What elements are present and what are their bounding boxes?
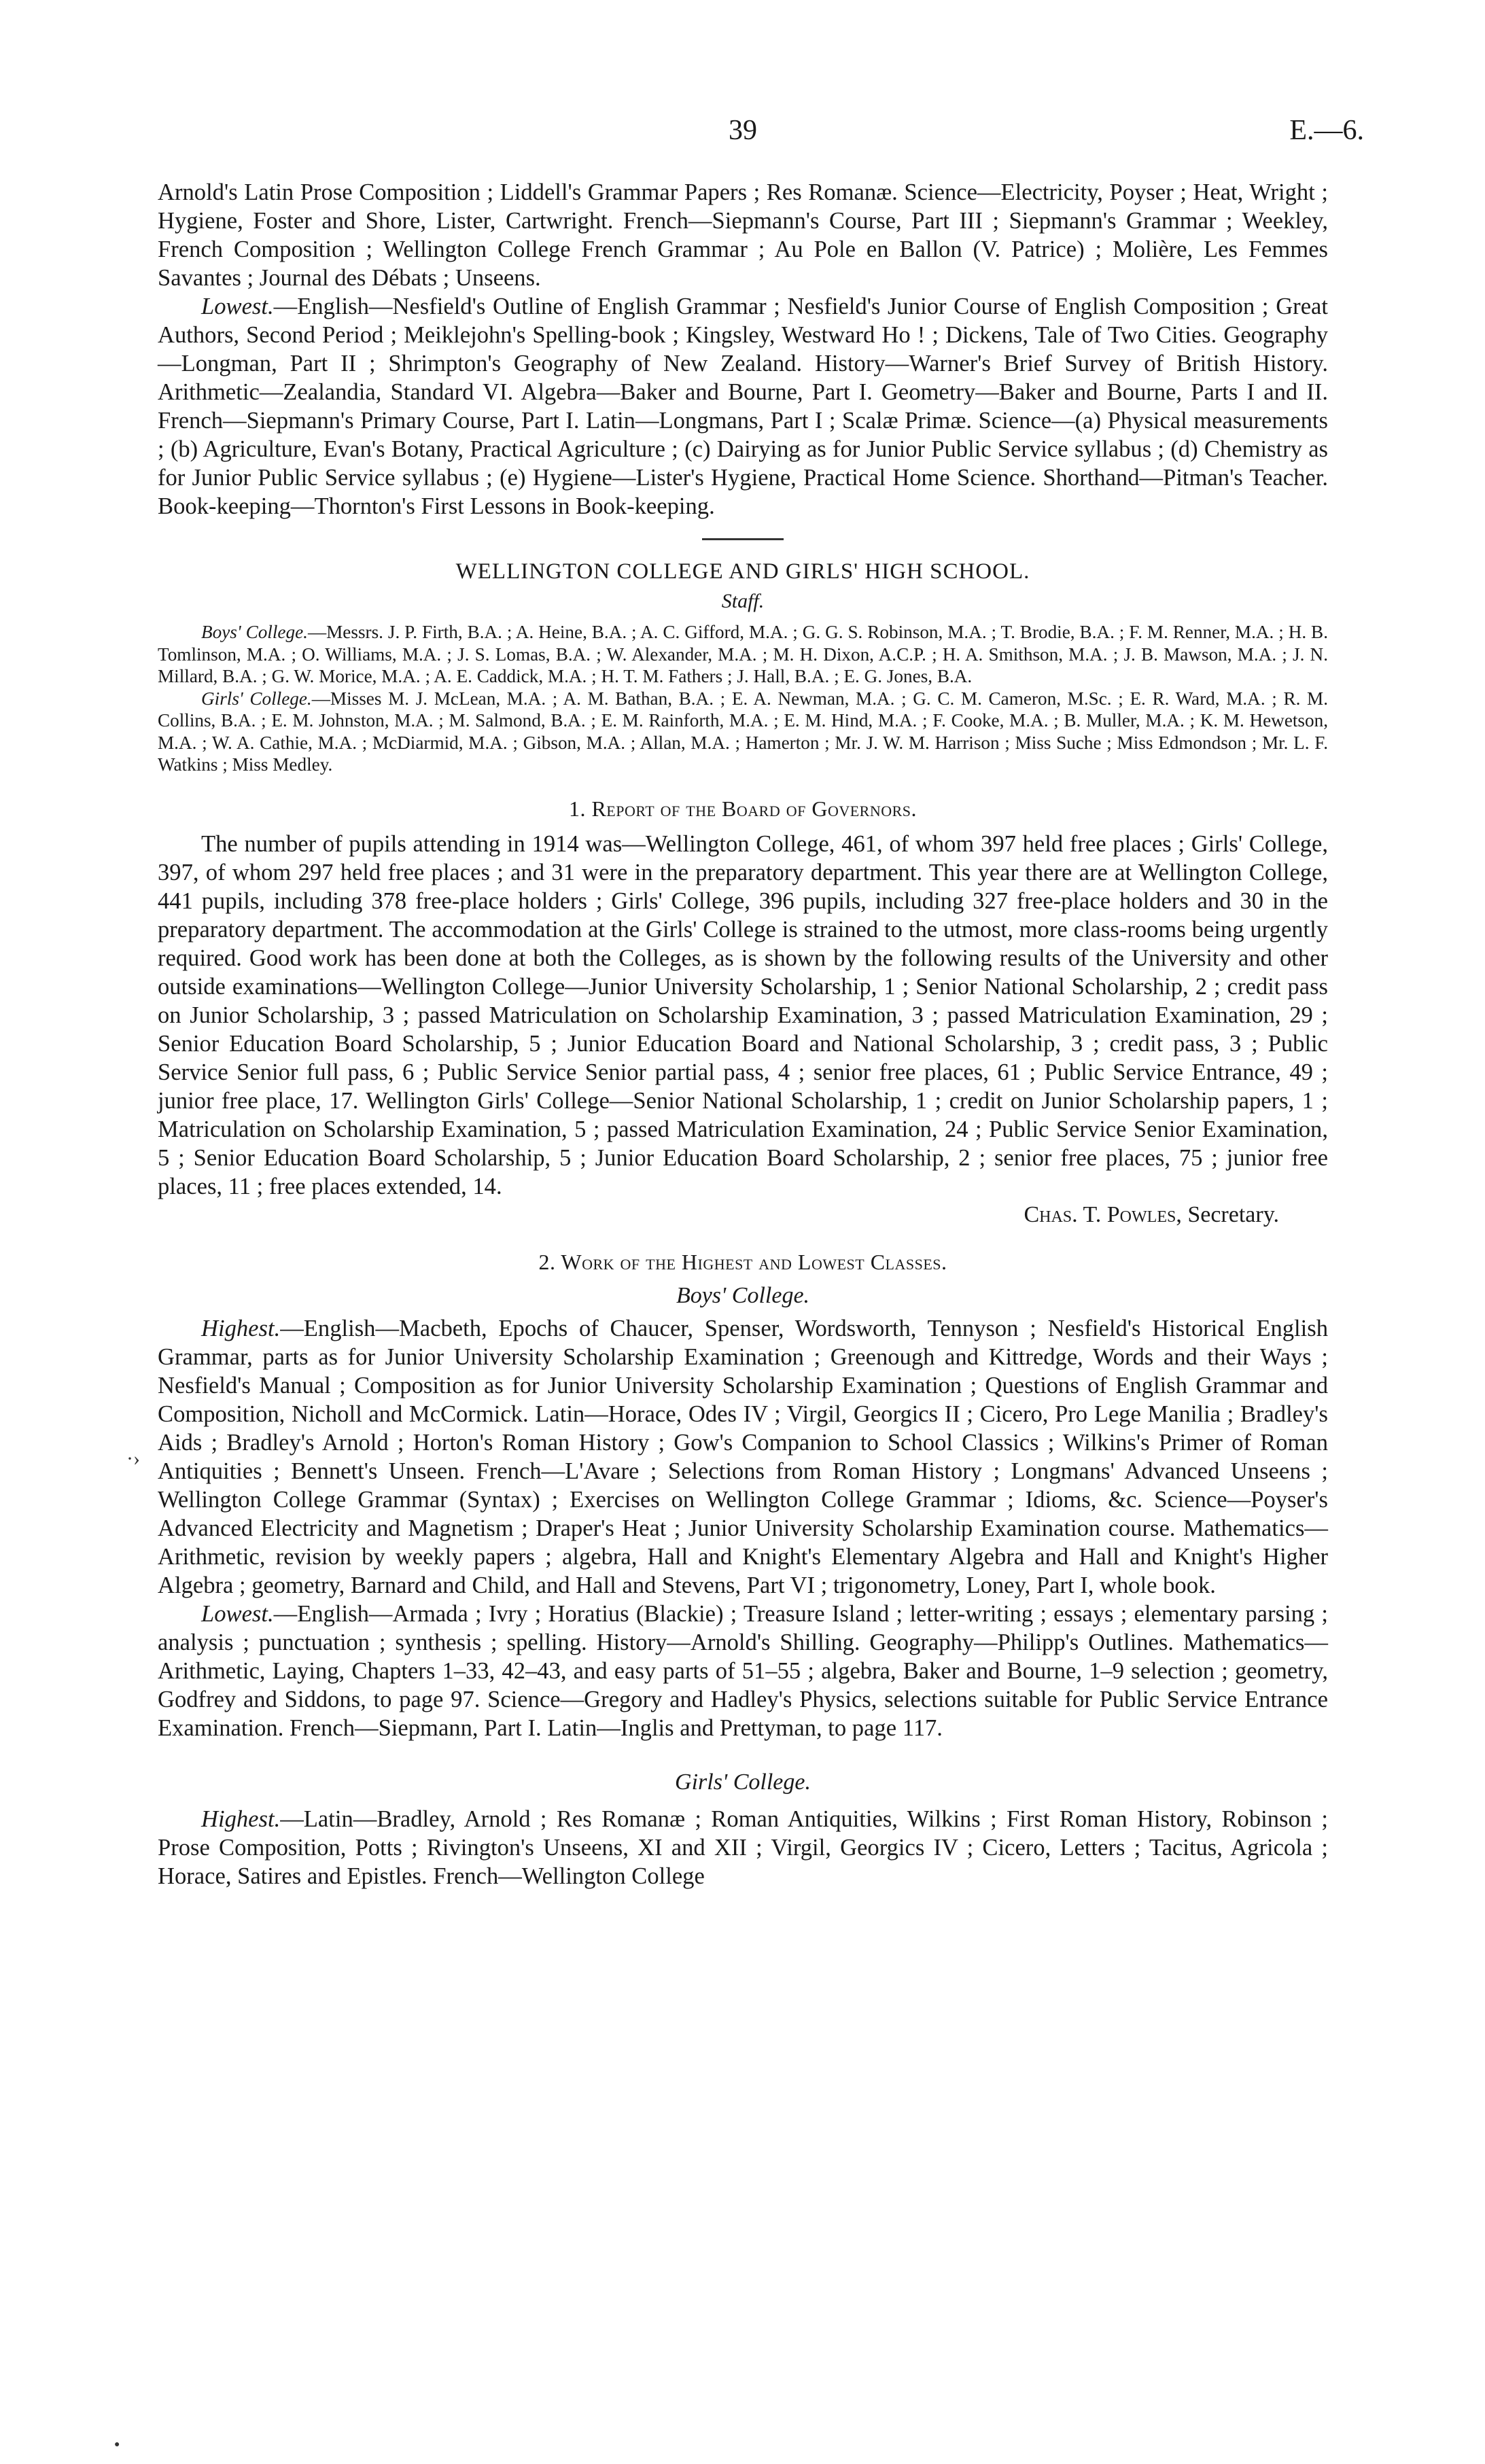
- staff-list: [158, 621, 1328, 776]
- boys-highest-paragraph: [158, 1314, 1328, 1600]
- page-header: [0, 114, 1485, 155]
- girls-staff-paragraph: [158, 688, 1328, 776]
- girls-staff-text: —Misses M. J. McLean, M.A. ; A. M. Bathan, B.A. ; E. A. Newman, M.A. ; G. C. M. Cameron, M.Sc. ; E. R. Ward, M.A. ; R. M. Collins, B.A. ; E. M. Johnston, M.A. ; M. Salmond, B.A. ; E. M. Rainforth, M.A. ; E. M. Hind, M.A. ; F. Cooke, M.A. ; B. Muller, M.A. ; K. M. Hewetson, M.A. ; W. A. Cathie, M.A. ; McDiarmid, M.A. ; Gibson, M.A. ; Allan, M.A. ; Hamerton ; Mr. J. W. M. Harrison ; Miss Suche ; Miss Edmondson ; Mr. L. F. Watkins ; Miss Medley.: [158, 688, 1329, 775]
- girls-highest-paragraph: [158, 1805, 1328, 1890]
- boys-lowest-label: Lowest.: [201, 1600, 274, 1627]
- signature-role: , Secretary.: [1176, 1201, 1279, 1227]
- girls-highest-text: —Latin—Bradley, Arnold ; Res Romanæ ; Roman Antiquities, Wilkins ; First Roman History, Robinson ; Prose Composition, Potts ; Rivington's Unseens, XI and XII ; Virgil, Georgics IV ; Cicero, Letters ; Tacitus, Agricola ; Horace, Satires and Epistles. French—Wellington College: [158, 1806, 1328, 1889]
- lowest-text: —English—Nesfield's Outline of English Grammar ; Nesfield's Junior Course of English Composition ; Great Authors, Second Period ; Meiklejohn's Spelling-book ; Kingsley, Westward Ho ! ; Dickens, Tale of Two Cities. Geography—Longman, Part II ; Shrimpton's Geography of New Zealand. History—Warner's Brief Survey of British History. Arithmetic—Zealandia, Standard VI. Algebra—Baker and Bourne, Part I. Geometry—Baker and Bourne, Parts I and II. French—Siepmann's Primary Course, Part I. Latin—Longmans, Part I ; Scalæ Primæ. Science—(a) Physical measurements ; (b) Agriculture, Evan's Botany, Practical Agriculture ; (c) Dairying as for Junior Public Service syllabus ; (d) Chemistry as for Junior Public Service syllabus ; (e) Hygiene—Lister's Hygiene, Practical Home Science. Shorthand—Pitman's Teacher. Book-keeping—Thornton's First Lessons in Book-keeping.: [158, 294, 1328, 519]
- signature-name: Chas. T. Powles: [1024, 1201, 1176, 1227]
- continued-paragraph: Arnold's Latin Prose Composition ; Liddell's Grammar Papers ; Res Romanæ. Science—Electricity, Poyser ; Heat, Wright ; Hygiene, Foster and Shore, Lister, Cartwright. French—Siepmann's Course, Part III ; Siepmann's Grammar ; Weekley, French Composition ; Wellington College French Grammar ; Au Pole en Ballon (V. Patrice) ; Molière, Les Femmes Savantes ; Journal des Débats ; Unseens.: [158, 179, 1328, 291]
- girls-staff-label: Girls' College.: [201, 688, 312, 709]
- margin-mark: ·›: [126, 1447, 140, 1470]
- boys-lowest-paragraph: [158, 1600, 1328, 1742]
- margin-dot: ●: [114, 2440, 120, 2450]
- page-content: [158, 178, 1328, 1890]
- report-heading: 1. Report of the Board of Governors.: [568, 796, 918, 821]
- report-signature: [158, 1201, 1328, 1229]
- boys-staff-paragraph: [158, 621, 1328, 688]
- lowest-class-paragraph: [158, 292, 1328, 521]
- work-heading: 2. Work of the Highest and Lowest Classes.: [538, 1249, 947, 1274]
- boys-college-heading: Boys' College.: [676, 1282, 810, 1308]
- staff-heading: Staff.: [721, 590, 765, 612]
- school-title: WELLINGTON COLLEGE AND GIRLS' HIGH SCHOOL.: [455, 559, 1030, 584]
- section-divider: [702, 538, 784, 540]
- page-number: 39: [729, 115, 757, 146]
- report-paragraph: The number of pupils attending in 1914 was—Wellington College, 461, of whom 397 held free places ; Girls' College, 397, of whom 297 held free places ; and 31 were in the preparatory department. This year there are at Wellington College, 441 pupils, including 378 free-place holders ; Girls' College, 396 pupils, including 327 free-place holders and 30 in the preparatory department. The accommodation at the Girls' College is strained to the utmost, more class-rooms being urgently required. Good work has been done at both the Colleges, as is shown by the following results of the University and other outside examinations—Wellington College—Junior University Scholarship, 1 ; Senior National Scholarship, 2 ; credit pass on Junior Scholarship, 3 ; passed Matriculation on Scholarship Examination, 3 ; passed Matriculation Examination, 29 ; Senior Education Board Scholarship, 5 ; Junior Education Board and National Scholarship, 3 ; credit pass, 3 ; Public Service Senior full pass, 6 ; Public Service Senior partial pass, 4 ; senior free places, 61 ; Public Service Entrance, 49 ; junior free place, 17. Wellington Girls' College—Senior National Scholarship, 1 ; credit on Junior Scholarship papers, 1 ; Matriculation on Scholarship Examination, 5 ; passed Matriculation Examination, 24 ; Public Service Senior Examination, 5 ; Senior Education Board Scholarship, 5 ; Junior Education Board Scholarship, 2 ; senior free places, 75 ; junior free places, 11 ; free places extended, 14.: [158, 830, 1328, 1199]
- lowest-label: Lowest.: [201, 294, 274, 319]
- boys-lowest-text: —English—Armada ; Ivry ; Horatius (Blackie) ; Treasure Island ; letter-writing ; essays ; elementary parsing ; analysis ; punctuation ; synthesis ; spelling. History—Arnold's Shilling. Geography—Philipp's Outlines. Mathematics—Arithmetic, Laying, Chapters 1–33, 42–43, and easy parts of 51–55 ; algebra, Baker and Bourne, 1–9 selection ; geometry, Godfrey and Siddons, to page 97. Science—Gregory and Hadley's Physics, selections suitable for Public Service Entrance Examination. French—Siepmann, Part I. Latin—Inglis and Prettyman, to page 117.: [158, 1600, 1328, 1741]
- boys-staff-text: —Messrs. J. P. Firth, B.A. ; A. Heine, B.A. ; A. C. Gifford, M.A. ; G. G. S. Robinson, M.A. ; T. Brodie, B.A. ; F. M. Renner, M.A. ; H. B. Tomlinson, M.A. ; O. Williams, M.A. ; J. S. Lomas, B.A. ; W. Alexander, M.A. ; M. H. Dixon, A.C.P. ; H. A. Smithson, M.A. ; J. B. Mawson, M.A. ; J. N. Millard, B.A. ; G. W. Morice, M.A. ; A. E. Caddick, M.A. ; H. T. M. Fathers ; J. Hall, B.A. ; E. G. Jones, B.A.: [158, 622, 1328, 686]
- document-reference: E.—6.: [1289, 115, 1364, 146]
- boys-staff-label: Boys' College.: [201, 622, 308, 642]
- boys-highest-text: —English—Macbeth, Epochs of Chaucer, Spenser, Wordsworth, Tennyson ; Nesfield's Historical English Grammar, parts as for Junior University Scholarship Examination ; Greenough and Kittredge, Words and their Ways ; Nesfield's Manual ; Composition as for Junior University Scholarship Examination ; Questions of English Grammar and Composition, Nicholl and McCormick. Latin—Horace, Odes IV ; Virgil, Georgics II ; Cicero, Pro Lege Manilia ; Bradley's Aids ; Bradley's Arnold ; Horton's Roman History ; Gow's Companion to School Classics ; Wilkins's Primer of Roman Antiquities ; Bennett's Unseen. French—L'Avare ; Selections from Roman History ; Longmans' Advanced Unseens ; Wellington College Grammar (Syntax) ; Exercises on Wellington College Grammar ; Idioms, &c. Science—Poyser's Advanced Electricity and Magnetism ; Draper's Heat ; Junior University Scholarship Examination course. Mathematics—Arithmetic, revision by weekly papers ; algebra, Hall and Knight's Elementary Algebra and Hall and Knight's Higher Algebra ; geometry, Barnard and Child, and Hall and Stevens, Part VI ; trigonometry, Loney, Part I, whole book.: [158, 1315, 1328, 1598]
- girls-college-heading: Girls' College.: [675, 1769, 811, 1795]
- girls-highest-label: Highest.: [201, 1806, 281, 1832]
- boys-highest-label: Highest.: [201, 1315, 281, 1341]
